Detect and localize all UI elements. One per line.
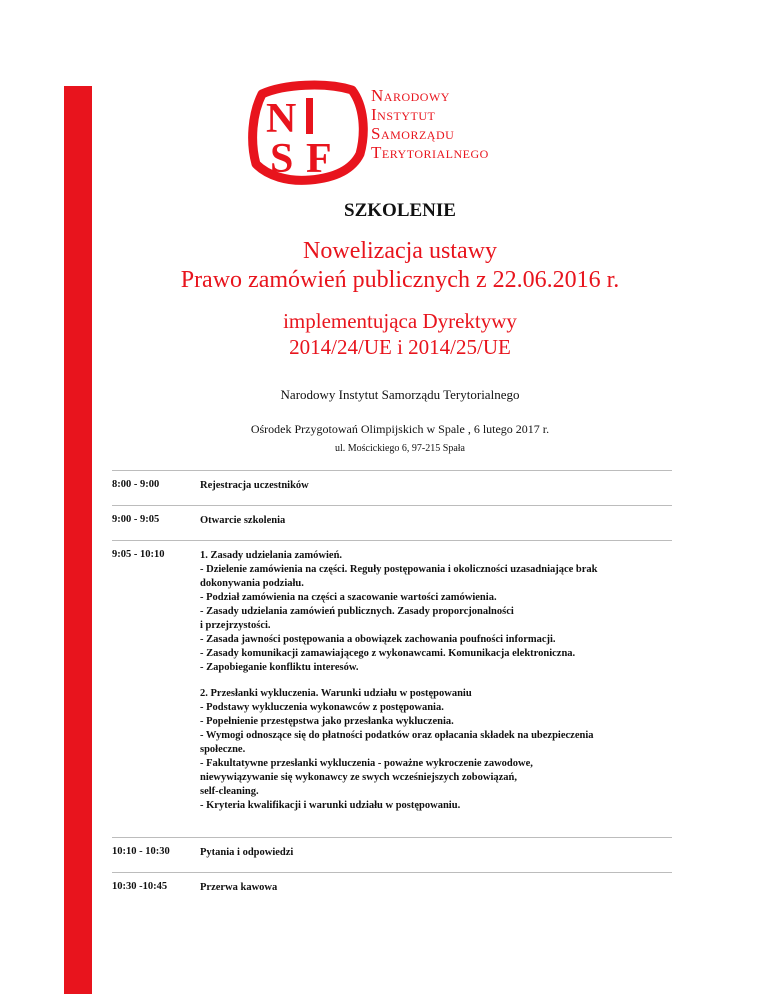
- agenda-block-line: - Kryteria kwalifikacji i warunki udziału w postępowaniu.: [200, 800, 461, 811]
- nisf-monogram-icon: [248, 80, 370, 186]
- agenda-block-line: - Zasada jawności postępowania a obowiązek zachowania poufności informacji.: [200, 634, 556, 645]
- agenda-block-line: 2. Przesłanki wykluczenia. Warunki udziału w postępowaniu: [200, 688, 472, 699]
- agenda-item-details: [200, 541, 672, 838]
- event-label: SZKOLENIE: [344, 200, 456, 221]
- agenda-row: [112, 838, 672, 873]
- agenda-item-title: Otwarcie szkolenia: [200, 515, 286, 526]
- agenda-row: [112, 471, 672, 506]
- event-subtitle-line: 2014/24/UE i 2014/25/UE: [289, 335, 511, 359]
- agenda-item-title: Pytania i odpowiedzi: [200, 847, 294, 858]
- agenda-block-line: - Zasady komunikacji zamawiającego z wykonawcami. Komunikacja elektroniczna.: [200, 648, 576, 659]
- logo-line: Terytorialnego: [371, 143, 489, 162]
- agenda-block-line: - Podział zamówienia na części a szacowanie wartości zamówienia.: [200, 592, 497, 603]
- svg-text:S: S: [270, 136, 294, 182]
- agenda-row: [112, 873, 672, 908]
- agenda-block-line: społeczne.: [200, 744, 246, 755]
- agenda-table: [112, 470, 672, 907]
- agenda-item-title: Rejestracja uczestników: [200, 480, 309, 491]
- agenda-block-line: - Fakultatywne przesłanki wykluczenia - poważne wykroczenie zawodowe,: [200, 758, 533, 769]
- red-side-bar: [64, 86, 92, 994]
- event-title-line: Prawo zamówień publicznych z 22.06.2016 r.: [180, 267, 620, 293]
- address-line: ul. Mościckiego 6, 97-215 Spała: [335, 443, 465, 454]
- agenda-block: [200, 549, 672, 675]
- agenda-block-line: 1. Zasady udzielania zamówień.: [200, 550, 343, 561]
- nist-logo: [248, 80, 558, 190]
- logo-line: Narodowy: [371, 86, 450, 105]
- logo-wordmark: [371, 86, 489, 162]
- event-title: [100, 237, 700, 295]
- organizer-name: Narodowy Instytut Samorządu Terytorialnego: [280, 387, 520, 402]
- agenda-time: 10:30 -10:45: [112, 881, 168, 892]
- agenda-block-line: niewywiązywanie się wykonawcy ze swych wcześniejszych zobowiązań,: [200, 772, 518, 783]
- event-subtitle: [100, 308, 700, 360]
- event-title-line: Nowelizacja ustawy: [303, 238, 497, 264]
- agenda-block-line: dokonywania podziału.: [200, 578, 304, 589]
- agenda-block-line: - Zapobieganie konfliktu interesów.: [200, 662, 359, 673]
- agenda-block-line: i przejrzystości.: [200, 620, 271, 631]
- agenda-row: [112, 506, 672, 541]
- agenda-block-line: - Podstawy wykluczenia wykonawców z postępowania.: [200, 702, 444, 713]
- agenda-block-line: - Zasady udzielania zamówień publicznych. Zasady proporcjonalności: [200, 606, 514, 617]
- agenda-time: 10:10 - 10:30: [112, 846, 170, 857]
- agenda-row: [112, 541, 672, 838]
- logo-line: Instytut: [371, 105, 436, 124]
- agenda-block: [200, 687, 672, 813]
- svg-text:F: F: [306, 136, 332, 182]
- agenda-item-title: Przerwa kawowa: [200, 882, 278, 893]
- venue-line: Ośrodek Przygotowań Olimpijskich w Spale , 6 lutego 2017 r.: [250, 422, 550, 436]
- event-subtitle-line: implementująca Dyrektywy: [283, 309, 517, 333]
- agenda-block-line: - Wymogi odnoszące się do płatności podatków oraz opłacania składek na ubezpieczenia: [200, 730, 594, 741]
- agenda-block-line: self-cleaning.: [200, 786, 259, 797]
- agenda-block-line: - Popełnienie przestępstwa jako przesłanka wykluczenia.: [200, 716, 454, 727]
- agenda-time: 8:00 - 9:00: [112, 479, 160, 490]
- svg-text:N: N: [266, 96, 297, 142]
- agenda-block-line: - Dzielenie zamówienia na części. Reguły postępowania i okoliczności uzasadniające brak: [200, 564, 598, 575]
- logo-line: Samorządu: [371, 124, 455, 143]
- agenda-time: 9:05 - 10:10: [112, 549, 165, 560]
- agenda-time: 9:00 - 9:05: [112, 514, 160, 525]
